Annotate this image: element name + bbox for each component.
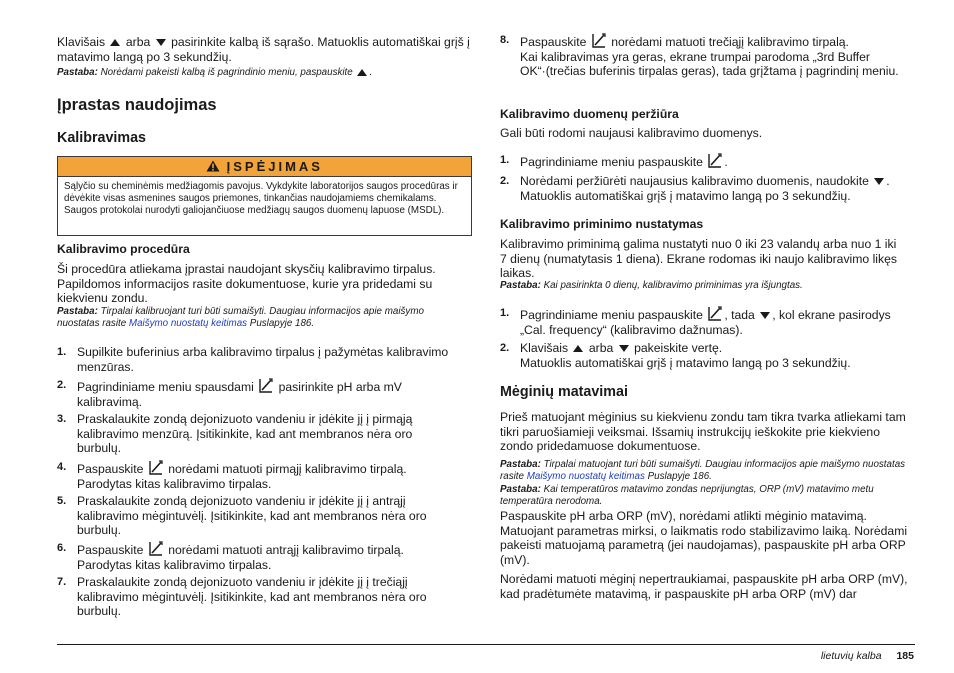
calibration-icon bbox=[708, 306, 722, 321]
procedure-note: Pastaba: Tirpalai kalibruojant turi būti sumaišyti. Daugiau informacijos apie maišymo nuostatas rasite Maišymo nuostatų keitimas Puslapyje 186. bbox=[57, 306, 424, 330]
warning-box bbox=[57, 156, 472, 236]
procedure-paragraph: Ši procedūra atliekama įprastai naudojant skysčių kalibravimo tirpalus. Papildomos informacijos rasite dokumentuose, kurie yra pridedami su kiekvienu zondu. bbox=[57, 262, 436, 306]
calibration-icon bbox=[149, 460, 163, 475]
samples-paragraph-continuous: Norėdami matuoti mėginį nepertraukiamai, paspauskite pH arba ORP (mV), kad pradėtumėte matavimą, ir paspauskite pH arba ORP (mV) dar bbox=[500, 572, 908, 601]
mixing-settings-link[interactable]: Maišymo nuostatų keitimas bbox=[128, 318, 248, 330]
warning-title: ĮSPĖJIMAS bbox=[226, 159, 323, 174]
samples-paragraph: Prieš matuojant mėginius su kiekvienu zondu tam tikra tvarka atliekami tam tikri paruošiamieji veiksmai. Išsamių instrukcijų ieškokite prie kiekvieno zondo pridedamuose dokumentuose. bbox=[500, 410, 906, 454]
samples-note-mixing: Pastaba: Tirpalai matuojant turi būti sumaišyti. Daugiau informacijos apie maišymo nuostatas rasite Maišymo nuostatų keitimas Puslapyje 186. bbox=[500, 459, 906, 483]
down-arrow-icon bbox=[874, 178, 884, 185]
mixing-settings-link[interactable]: Maišymo nuostatų keitimas bbox=[526, 471, 645, 483]
calibration-icon bbox=[149, 541, 163, 556]
intro-note: Pastaba: Norėdami pakeisti kalbą iš pagrindinio meniu, paspauskite . bbox=[57, 67, 373, 78]
warning-text: Sąlyčio su cheminėmis medžiagomis pavojus. Vykdykite laboratorijos saugos procedūras ir dėvėkite visas asmenines saugos priemones, tinkančias naudojamiems chemikalams. Saugos protokolai nurodyti galiojančiuose medžiagų saugos duomenų lapuose (MSDL). bbox=[64, 181, 458, 217]
page-number: 185 bbox=[896, 650, 914, 662]
review-paragraph: Gali būti rodomi naujausi kalibravimo duomenys. bbox=[500, 126, 763, 140]
heading-normal-use: Įprastas naudojimas bbox=[57, 96, 217, 114]
calibration-icon bbox=[259, 378, 273, 393]
footer-language: lietuvių kalba bbox=[820, 650, 882, 662]
heading-reminder-setting: Kalibravimo priminimo nustatymas bbox=[500, 217, 704, 231]
samples-note-temperature: Pastaba: Kai temperatūros matavimo zondas neprijungtas, ORP (mV) matavimo metu temperatūra nerodoma. bbox=[500, 484, 874, 508]
reminder-paragraph: Kalibravimo priminimą galima nustatyti nuo 0 iki 23 valandų arba nuo 1 iki 7 dienų (numatytasis 1 diena). Ekrane rodomas iki naujo kalibravimo likęs laikas. bbox=[500, 237, 897, 281]
down-arrow-icon bbox=[619, 345, 629, 352]
intro-paragraph: Klavišais arba pasirinkite kalbą iš sąrašo. Matuoklis automatiškai grįš į matavimo langą po 3 sekundžių. bbox=[57, 35, 470, 64]
reminder-note: Pastaba: Kai pasirinkta 0 dienų, kalibravimo priminimas yra išjungtas. bbox=[500, 280, 803, 291]
heading-sample-measurements: Mėginių matavimai bbox=[500, 384, 628, 400]
heading-calibration-data-review: Kalibravimo duomenų peržiūra bbox=[500, 107, 679, 121]
footer-divider bbox=[57, 644, 915, 645]
down-arrow-icon bbox=[156, 39, 166, 46]
warning-triangle-icon bbox=[206, 160, 220, 172]
warning-header bbox=[58, 157, 471, 177]
up-arrow-icon bbox=[110, 39, 120, 46]
down-arrow-icon bbox=[760, 312, 770, 319]
page-footer bbox=[821, 650, 914, 662]
samples-paragraph-measure: Paspauskite pH arba ORP (mV), norėdami atlikti mėginio matavimą. Matuojant parametras mirksi, o laikmatis rodo stabilizavimo laiką. Norėdami pakeisti matuojamą parametrą (jei naudojamas), paspauskite pH arba ORP (mV). bbox=[500, 509, 908, 567]
heading-calibration-procedure: Kalibravimo procedūra bbox=[57, 242, 190, 256]
calibration-icon bbox=[708, 153, 722, 168]
heading-calibration: Kalibravimas bbox=[57, 130, 147, 146]
up-arrow-icon bbox=[573, 345, 583, 352]
up-arrow-icon bbox=[357, 69, 367, 76]
calibration-icon bbox=[592, 33, 606, 48]
